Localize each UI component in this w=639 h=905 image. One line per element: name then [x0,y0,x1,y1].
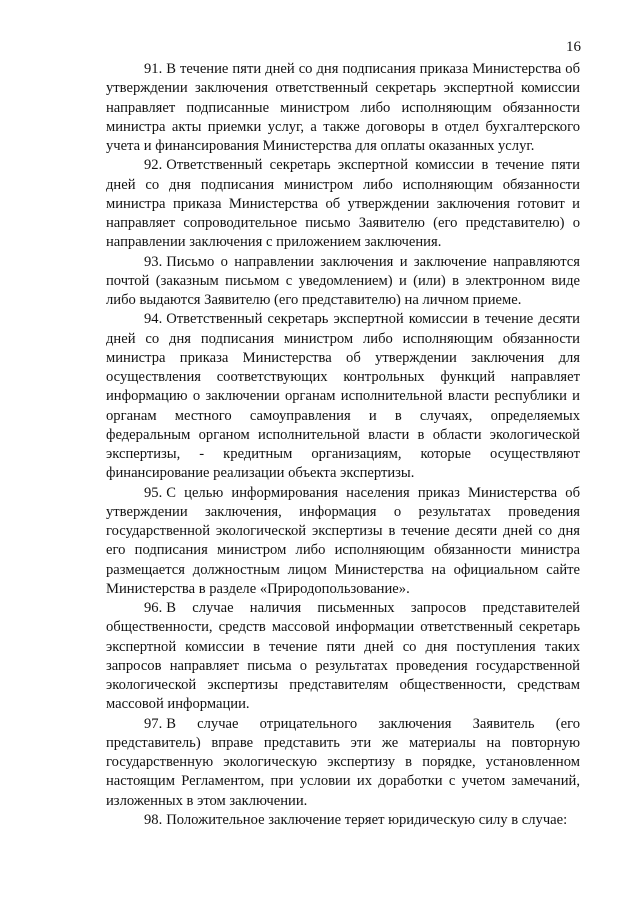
clause-number: 92. [144,157,163,174]
clause-text: В случае отрицательного заключения Заявитель (его представитель) вправе представить эти же материалы на повторную государственную экологическую экспертизу в порядке, установленном настоящим Регламентом, при условии их доработки с учетом замечаний, изложенных в этом заключении. [106,715,580,809]
clause-number: 93. [144,253,163,270]
clause-text: В течение пяти дней со дня подписания приказа Министерства об утверждении заключения ответственный секретарь экспертной комиссии направляет подписанные министром либо исполняющим обязанности министра акты приемки услуг, а также договоры в отдел бухгалтерского учета и финансирования Министерства для оплаты оказанных услуг. [106,61,580,154]
clause-text: Письмо о направлении заключения и заключение направляются почтой (заказным письмом с уведомлением) и (или) в электронном виде либо выдаются Заявителю (его представителю) на личном приеме. [106,253,580,308]
clause-91 [106,60,580,156]
clause-93 [106,253,580,311]
clause-95 [106,484,580,600]
clause-92 [106,156,580,252]
document-body [106,60,580,830]
clause-number: 97. [144,715,163,732]
clause-number: 98. [144,811,163,828]
clause-98 [106,811,580,830]
clause-94 [106,310,580,483]
clause-text: В случае наличия письменных запросов представителей общественности, средств массовой информации ответственный секретарь экспертной комиссии в течение пяти дней со дня поступления таких запросов направляет письма о результатах проведения государственной экологической экспертизы представителям общественности, средствам массовой информации. [106,600,580,713]
clause-text: Положительное заключение теряет юридическую силу в случае: [166,811,568,828]
clause-number: 91. [144,61,163,77]
clause-text: Ответственный секретарь экспертной комиссии в течение десяти дней со дня подписания министром либо исполняющим обязанности министра приказа Министерства об утверждении заключения для осуществления соответствующих контрольных функций направляет информацию о заключении органам исполнительной власти республики и органам местного самоуправления и в случаях, определяемых федеральным органом исполнительной власти в области экологической экспертизы, - кредитным организациям, которые осуществляют финансирование реализации объекта экспертизы. [106,311,580,482]
clause-text: Ответственный секретарь экспертной комиссии в течение пяти дней со дня подписания министром либо исполняющим обязанности министра приказа Министерства об утверждении заключения готовит и направляет сопроводительное письмо Заявителю (его представителю) о направлении заключения с приложением заключения. [106,157,580,251]
clause-number: 94. [144,311,163,328]
clause-number: 95. [144,484,163,501]
clause-number: 96. [144,600,163,616]
clause-96 [106,599,580,715]
clause-text: С целью информирования населения приказ Министерства об утверждении заключения, информация о результатах проведения государственной экологической экспертизы в течение десяти дней со дня его подписания министром либо исполняющим обязанности министра размещается должностным лицом Министерства на официальном сайте Министерства в разделе «Природопользование». [106,484,580,597]
clause-97 [106,715,580,811]
page-number: 16 [566,39,581,55]
